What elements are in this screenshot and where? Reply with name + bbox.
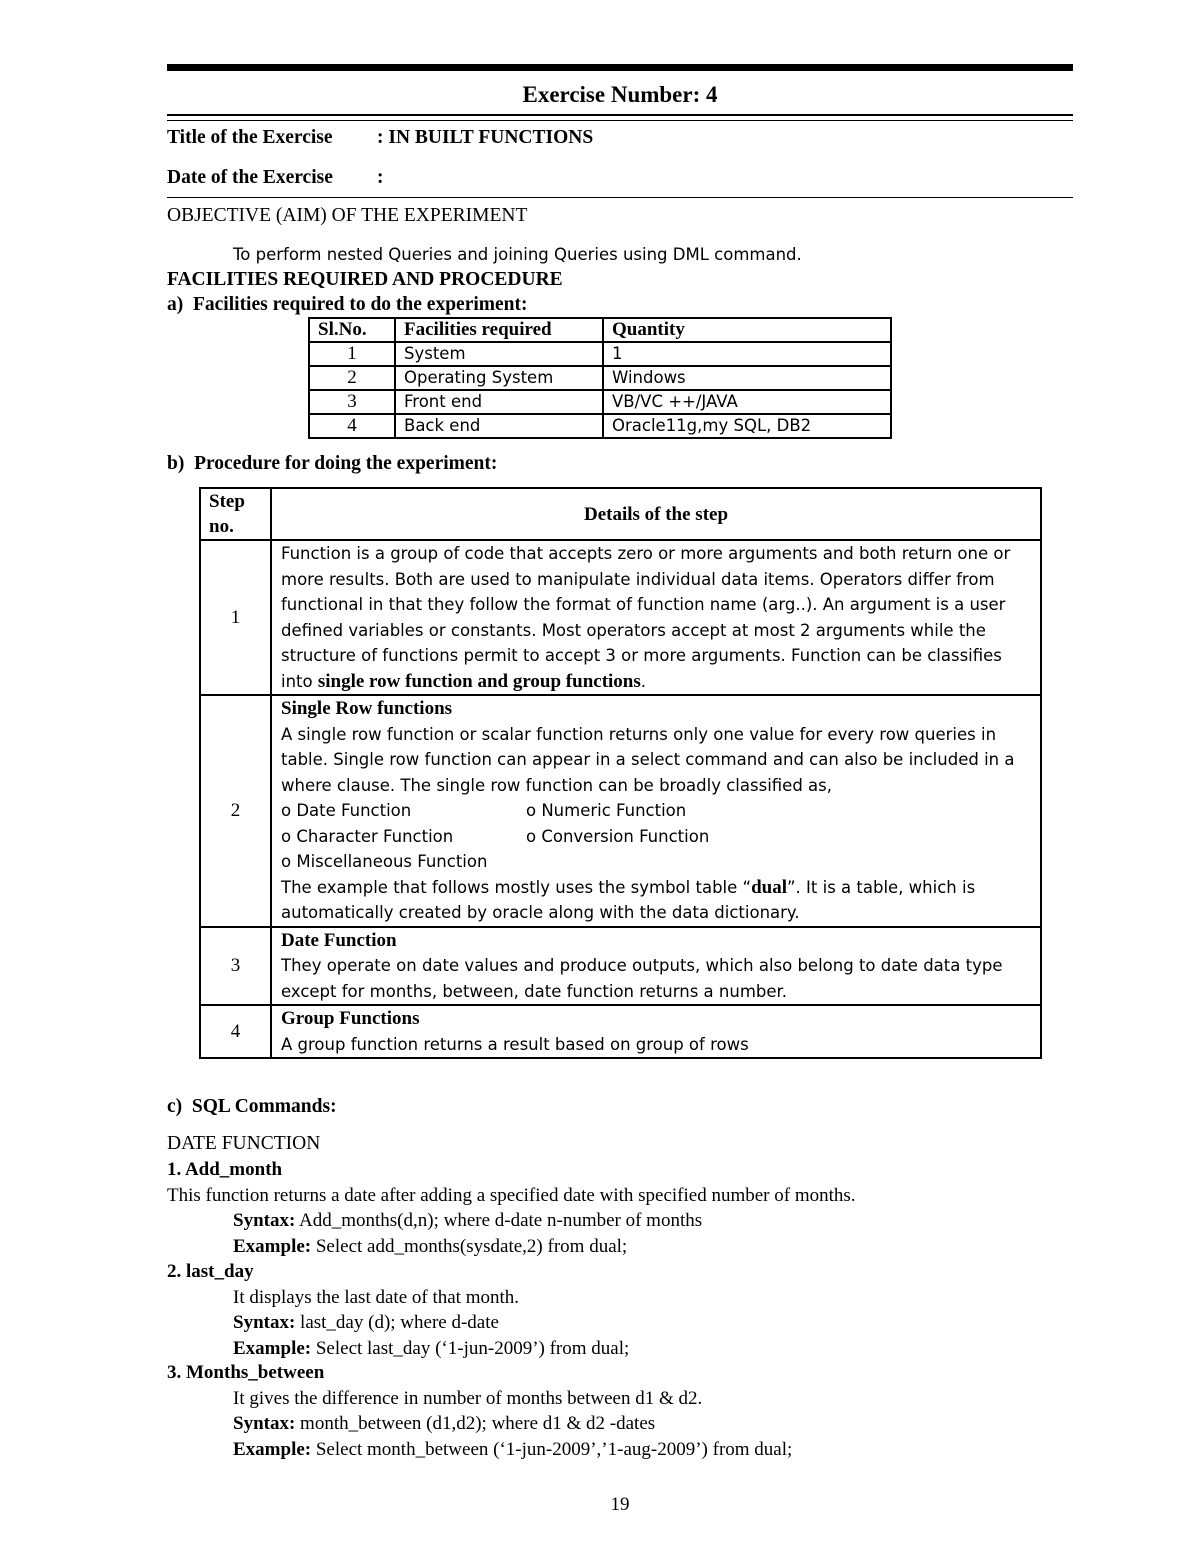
add-month-syntax [167, 1208, 1073, 1234]
example-label: Example: [233, 1438, 312, 1460]
step-title: Single Row functions [281, 698, 453, 719]
cell-facility: Front end [395, 390, 603, 414]
syntax-label: Syntax: [233, 1312, 296, 1333]
page-number: 19 [610, 1494, 630, 1515]
step-title: Group Functions [281, 1008, 420, 1029]
example-text-end: ”. It is a table, which is automatically created by oracle along with the data dictionary. [281, 877, 976, 922]
example-text: The example that follows mostly uses the symbol table “ [281, 877, 752, 897]
table-row [200, 927, 1041, 1006]
step-number: 1 [200, 540, 271, 695]
add-month-section [167, 1157, 1073, 1259]
step-details [271, 927, 1041, 1006]
cell-quantity: Windows [603, 366, 891, 390]
cell-sl-no: 2 [309, 366, 395, 390]
date-label: Date of the Exercise [167, 167, 333, 188]
procedure-table [199, 487, 1042, 1059]
step-text-end: . [640, 671, 647, 691]
list-item: o Numeric Function [526, 801, 687, 820]
facilities-heading: FACILITIES REQUIRED AND PROCEDURE [167, 269, 563, 290]
months-between-title: 3. Months_between [167, 1362, 325, 1383]
table-row [309, 390, 891, 414]
step-title: Date Function [281, 929, 397, 951]
last-day-title: 2. last_day [167, 1261, 254, 1282]
cell-sl-no: 4 [309, 414, 395, 438]
example-label: Example: [233, 1235, 312, 1257]
months-between-desc: It gives the difference in number of months between d1 & d2. [233, 1387, 703, 1409]
months-between-example [167, 1437, 1073, 1463]
step-text: Function is a group of code that accepts zero or more arguments and both return one or more results. Both are used to manipulate individual data items. Operators differ from functional in that they follow the format of function name (arg..). An argument is a user defined variables or constants. Most operators accept at most 2 arguments while the structure of functions permit to accept 3 or more arguments. Function can be classifies into [281, 544, 1011, 691]
syntax-label: Syntax: [233, 1210, 296, 1231]
list-item: o Character Function [281, 826, 454, 846]
syntax-text: month_between (d1,d2); where d1 & d2 -dates [295, 1413, 656, 1434]
cell-facility: Back end [395, 414, 603, 438]
col-step-no: Step no. [200, 488, 271, 540]
title-label: Title of the Exercise [167, 127, 333, 148]
step-details [271, 1005, 1041, 1058]
table-row [309, 414, 891, 438]
table-row [309, 342, 891, 366]
list-item: o Conversion Function [526, 826, 710, 846]
step-text: A single row function or scalar function returns only one value for every row queries in table. Single row function can appear in a select command and can also be included in a where clause. The single row function can be broadly classified as, [281, 724, 1015, 795]
add-month-example [167, 1234, 1073, 1260]
title-row [167, 125, 593, 151]
add-month-title: 1. Add_month [167, 1159, 283, 1180]
facilities-subheading: a) Facilities required to do the experiment: [167, 294, 528, 315]
header-divider [167, 197, 1073, 198]
procedure-subheading: b) Procedure for doing the experiment: [167, 453, 498, 474]
add-month-desc: This function returns a date after adding a specified date with specified number of months. [167, 1184, 856, 1206]
date-row [167, 165, 384, 191]
step-number: 2 [200, 695, 271, 927]
last-day-desc: It displays the last date of that month. [233, 1286, 520, 1308]
date-function-heading: DATE FUNCTION [167, 1133, 321, 1154]
syntax-text: last_day (d); where d-date [295, 1312, 499, 1333]
step-bold-text: single row function and group functions [317, 670, 641, 692]
cell-quantity: 1 [603, 342, 891, 366]
col-sl-no: Sl.No. [309, 318, 395, 342]
procedure-header-row [200, 488, 1041, 540]
cell-quantity: Oracle11g,my SQL, DB2 [603, 414, 891, 438]
col-quantity: Quantity [603, 318, 891, 342]
example-text: Select last_day (‘1-jun-2009’) from dual; [311, 1337, 630, 1359]
cell-quantity: VB/VC ++/JAVA [603, 390, 891, 414]
title-double-rule [167, 114, 1073, 121]
step-details [271, 540, 1041, 695]
top-rule [167, 64, 1073, 71]
table-row [200, 540, 1041, 695]
last-day-syntax [167, 1310, 1073, 1336]
table-row [309, 366, 891, 390]
objective-heading: OBJECTIVE (AIM) OF THE EXPERIMENT [167, 205, 528, 226]
months-between-syntax [167, 1411, 1073, 1437]
objective-text: To perform nested Queries and joining Queries using DML command. [233, 245, 802, 264]
table-row [200, 1005, 1041, 1058]
facilities-header-row [309, 318, 891, 342]
step-number: 4 [200, 1005, 271, 1058]
cell-facility: Operating System [395, 366, 603, 390]
syntax-text: Add_months(d,n); where d-date n-number of months [295, 1210, 703, 1231]
cell-sl-no: 3 [309, 390, 395, 414]
function-list [281, 798, 1031, 875]
col-facilities: Facilities required [395, 318, 603, 342]
example-label: Example: [233, 1337, 312, 1359]
step-number: 3 [200, 927, 271, 1006]
title-value: : IN BUILT FUNCTIONS [377, 127, 594, 148]
last-day-section [167, 1259, 1073, 1361]
exercise-title: Exercise Number: 4 [522, 82, 718, 107]
table-row [200, 695, 1041, 927]
last-day-example [167, 1336, 1073, 1362]
list-item: o Miscellaneous Function [281, 852, 488, 871]
col-details: Details of the step [271, 488, 1041, 540]
facilities-table [308, 317, 892, 439]
step-details [271, 695, 1041, 927]
months-between-section [167, 1360, 1073, 1462]
cell-sl-no: 1 [309, 342, 395, 366]
syntax-label: Syntax: [233, 1413, 296, 1434]
step-text: A group function returns a result based on group of rows [281, 1034, 749, 1054]
step-text: They operate on date values and produce outputs, which also belong to date data type except for months, between, date function returns a number. [281, 956, 1003, 1001]
sql-commands-heading: c) SQL Commands: [167, 1096, 337, 1117]
date-value: : [377, 167, 384, 188]
dual-keyword: dual [751, 876, 787, 898]
example-text: Select month_between (‘1-jun-2009’,’1-aug-2009’) from dual; [311, 1438, 793, 1460]
example-text: Select add_months(sysdate,2) from dual; [311, 1235, 628, 1257]
cell-facility: System [395, 342, 603, 366]
list-item: o Date Function [281, 801, 412, 820]
